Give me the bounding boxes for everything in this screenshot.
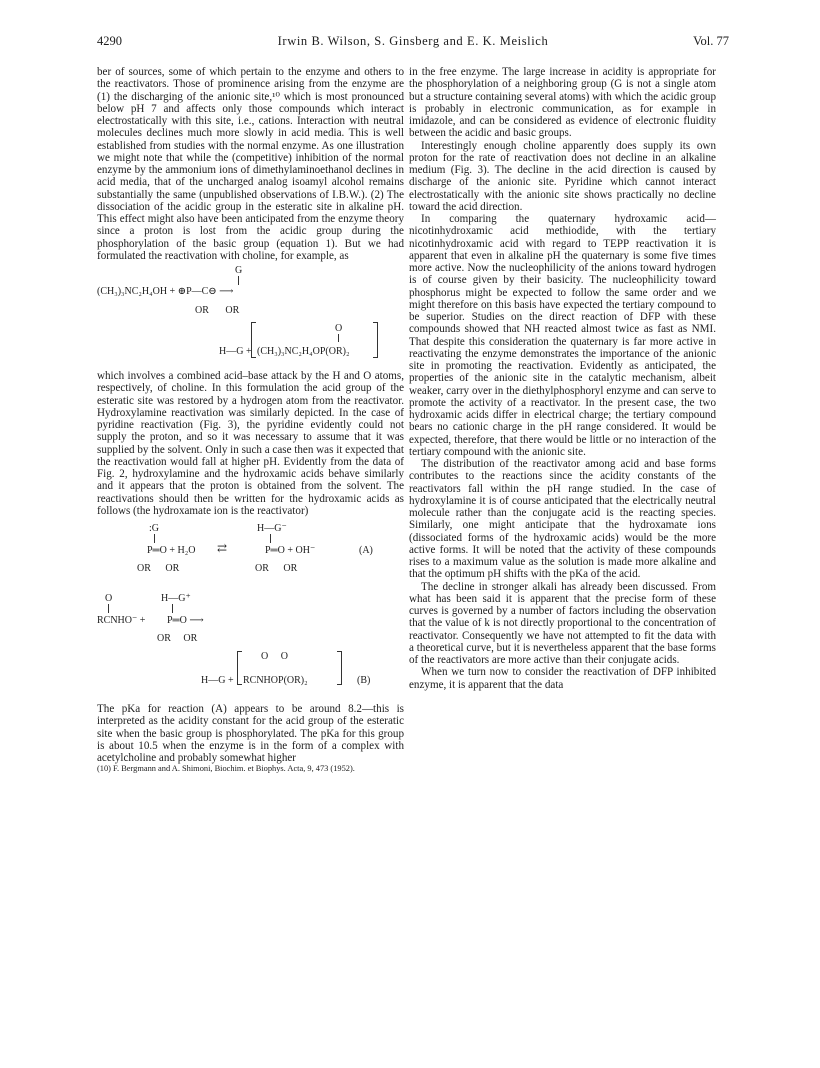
bracket-right [373, 322, 378, 358]
volume-number: Vol. 77 [693, 34, 729, 48]
eq-atoms: O O [261, 651, 288, 662]
equation-a [97, 517, 404, 593]
eq-atom: G [235, 265, 243, 276]
eq-bracket-content: RCNHOP(OR)₂ [243, 675, 308, 686]
bracket-left [237, 651, 242, 685]
eq-substituents: OR OR [137, 563, 180, 574]
left-column [97, 66, 404, 774]
equation-label: (A) [359, 545, 373, 556]
eq-atom: :G [149, 523, 159, 534]
paragraph: in the free enzyme. The large increase in acidity is appropriate for the phosphorylation of a neighboring group (G is not a single atom but a structure containing several atoms) with which the acidic group is probably in electronic communication, as for example in imidazole, and can be considered as evidence of electronic fluidity between the acidic and basic groups. [409, 66, 716, 140]
footnote: (10) F. Bergmann and A. Shimoni, Biochim. et Biophys. Acta, 9, 473 (1952). [97, 764, 355, 774]
paragraph: The pKa for reaction (A) appears to be around 8.2—this is interpreted as the acidity constant for the acid group of the esteratic site when the basic group is phosphorylated. The pKa for this group is about 10.5 when the enzyme is in the form of a complex with acetylcholine and probably somewhat higher [97, 703, 404, 764]
eq-products: H—G + [201, 675, 234, 686]
paragraph: ber of sources, some of which pertain to the enzyme and others to the reactivators. Those of prominence arising from the enzyme are (1) the discharging of the anionic site,¹⁰ which is most pronounced below pH 7 and affects only those compounds which interact electrostatically with this site, i.e., cations. Interaction with neutral molecules declines much more slowly in acid media. This is well established from studies with the normal enzyme. As one illustration we might note that while the (competitive) inhibition of the normal enzyme by the ammonium ions of dimethylaminoethanol declines in acid media, that of the uncharged analog isoamyl alcohol remains substantially the same (unpublished observations of I.B.W.). (2) The dissociation of the acidic group in the esteratic site in alkaline pH. This effect might also have been anticipated from the enzyme theory since a proton is lost from the acidic group during the phosphorylation of the basic group (equation 1). But we had formulated the reactivation with choline, for example, as [97, 66, 404, 262]
right-column [409, 66, 716, 691]
eq-substituents: OR OR [157, 633, 198, 644]
eq-bond [154, 534, 155, 543]
eq-substituents: OR OR [255, 563, 298, 574]
paragraph: The distribution of the reactivator among acid and base forms contributes to the reactions since the acidity constants of the reactivators fall within the pH range studied. In the case of hydroxylamine it is of course anticipated that the electrically neutral molecule rather than the conjugate acid is the reacting species. Similarly, one might anticipate that the hydroxamate ions (dissociated forms of the hydroxamic acids) would be the more active forms. It will be noted that the activity of these compounds rises to a maximum value as the solution is made more alkaline and that the optimum pH shifts with the pKa of the acid. [409, 458, 716, 581]
paragraph: The decline in stronger alkali has already been discussed. From what has been said it is apparent that the precise form of these curves is governed by a number of factors including the observation that the value of k is not directly proportional to the concentration of reactivator. Consequently we have not attempted to fit the data with a theoretical curve, but it is nevertheless apparent that the base forms of the reactivators are more active than their conjugate acids. [409, 580, 716, 666]
eq-bond [338, 334, 339, 342]
bracket-right [337, 651, 342, 685]
equation-b [97, 593, 404, 703]
eq-bond [172, 604, 173, 613]
paragraph: Interestingly enough choline apparently does supply its own proton for the rate of reactivation does not decline in an alkaline medium (Fig. 3). The decline in the acid direction is caused by discharge of the anionic site. Pyridine which cannot interact electrostatically with the anionic site shows practically no decline toward the acid direction. [409, 139, 716, 213]
eq-reactant: RCNHO⁻ + [97, 615, 146, 626]
running-title-authors: Irwin B. Wilson, S. Ginsberg and E. K. Meislich [277, 34, 549, 48]
paragraph: In comparing the quaternary hydroxamic acid—nicotinhydroxamic acid methiodide, with the tertiary nicotinhydroxamic acid with regard to TEPP reactivation it is apparent that even in alkaline pH the quaternary is some five times more active. Now the nucleophilicity of the anions toward hydrogen is of course given by their basicity. The nucleophilicity toward phosphorus might be expected to follow the same order and we might therefore on this basis have expected the tertiary compound to be superior. Studies on the direct reaction of DFP with these compounds showed that NH reacted almost twice as fast as NMI. That despite this consideration the quaternary is far more active in reactivating the enzyme demonstrates the importance of the anionic site in promoting the reactivation. Evidently as anticipated, the properties of the anionic site in the catalytic mechanism, albeit weaker, carry over in the diethylphosphoryl enzyme and can serve to promote the activity of a reactivator. In the present case, the two hydroxamic acids differ in electrical charge; the tertiary compound bears no cationic charge in the pH range considered. It would be expected, therefore, that there would be little or no interaction of the tertiary compound with the anionic site. [409, 213, 716, 458]
eq-atom: H—G⁺ [161, 593, 191, 604]
running-header [97, 34, 729, 52]
equilibrium-arrow: ⇄ [217, 541, 228, 555]
eq-right-side: P═O + OH⁻ [265, 545, 316, 556]
eq-reactant: P═O ⟶ [167, 615, 204, 626]
eq-bracket-content: (CH₃)₃NC₂H₄OP(OR)₂ [257, 346, 350, 357]
equation-label: (B) [357, 675, 371, 686]
eq-bond [238, 276, 239, 285]
paragraph: which involves a combined acid–base attack by the H and O atoms, respectively, of choline. In this formulation the acid group of the esteratic site was restored by a hydrogen atom from the reactivator. Hydroxylamine reactivation was similarly depicted. In the case of pyridine reactivation (Fig. 3), the pyridine evidently could not supply the proton, and so it was necessary to assume that it was supplied by the solvent. Only in such a case then was it expected that the reactivation would fall at higher pH. Evidently from the data of Fig. 2, hydroxylamine and the hydroxamic acids behave similarly and it appears that the proton is obtained from the solvent. The reactivations should then be written for the hydroxamic acids as follows (the hydroxamate ion is the reactivator) [97, 370, 404, 517]
paragraph: When we turn now to consider the reactivation of DFP inhibited enzyme, it is apparent that the data [409, 666, 716, 691]
equation-choline-reactivation [97, 262, 404, 370]
eq-substituents: OR OR [195, 305, 240, 316]
page-number: 4290 [97, 34, 122, 48]
eq-atom: O [105, 593, 113, 604]
eq-bond [270, 534, 271, 543]
eq-atom: O [335, 323, 343, 334]
eq-bond [108, 604, 109, 613]
eq-products: H—G + [219, 346, 252, 357]
eq-left-side: P═O + H₂O [147, 545, 196, 556]
eq-atom: H—G⁻ [257, 523, 287, 534]
bracket-left [251, 322, 256, 358]
eq-reactants: (CH₃)₃NC₂H₄OH + ⊕P—C⊖ ⟶ [97, 286, 234, 297]
